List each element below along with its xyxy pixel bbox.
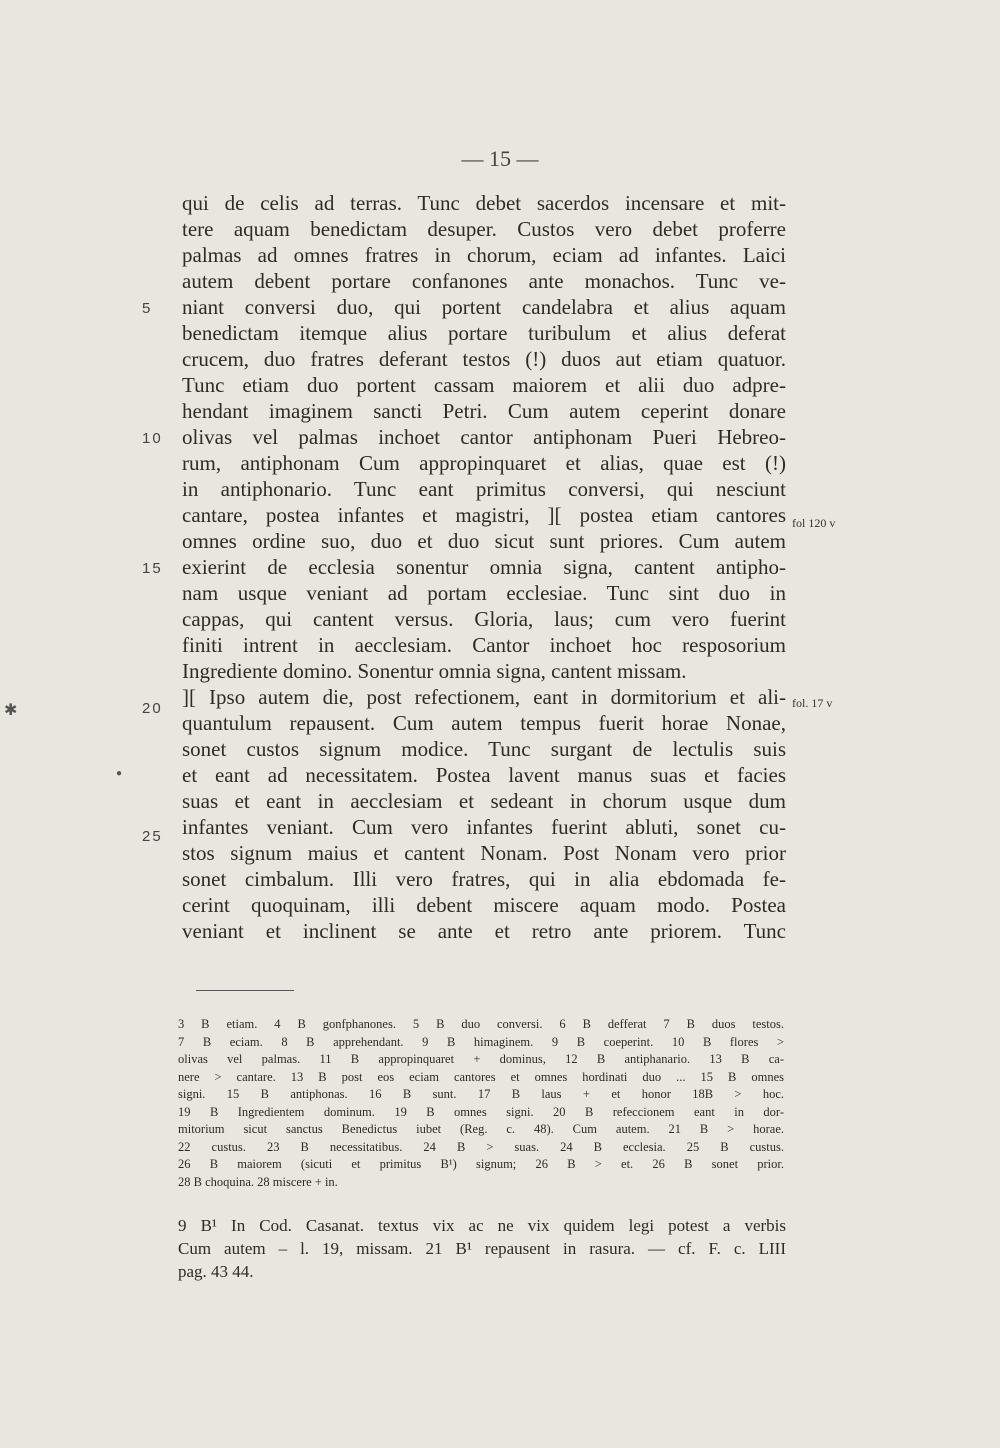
- note-line: Cum autem – l. 19, missam. 21 B¹ repausent in rasura. — cf. F. c. LIII: [178, 1239, 786, 1258]
- text-line: ][ Ipso autem die, post refectionem, eant in dormitorium et ali-: [182, 685, 786, 709]
- text-line: in antiphonario. Tunc eant primitus conversi, qui nesciunt: [182, 477, 786, 501]
- line-number: 5: [142, 300, 153, 317]
- text-line: autem debent portare confanones ante monachos. Tunc ve-: [182, 269, 786, 293]
- text-line: sonet custos signum modice. Tunc surgant de lectulis suis: [182, 737, 786, 761]
- text-line: cerint quoquinam, illi debent miscere aquam modo. Postea: [182, 893, 786, 917]
- text-line: stos signum maius et cantent Nonam. Post Nonam vero prior: [182, 841, 786, 865]
- text-line: veniant et inclinent se ante et retro ante priorem. Tunc: [182, 919, 786, 943]
- ink-speck: ●: [116, 768, 123, 779]
- main-text: [182, 190, 786, 944]
- text-line: olivas vel palmas inchoet cantor antiphonam Pueri Hebreo-: [182, 425, 786, 449]
- note-line: pag. 43 44.: [178, 1262, 254, 1281]
- text-line: benedictam itemque alius portare turibulum et alius deferat: [182, 321, 786, 345]
- line-number: 25: [142, 828, 163, 845]
- line-number: 15: [142, 560, 163, 577]
- variant-line: 22 custus. 23 B necessitatibus. 24 B > suas. 24 B ecclesia. 25 B custus.: [178, 1139, 784, 1154]
- variant-line: signi. 15 B antiphonas. 16 B sunt. 17 B laus + et honor 18B > hoc.: [178, 1087, 784, 1101]
- variant-line: 28 B choquina. 28 miscere + in.: [178, 1174, 338, 1189]
- page-number: — 15 —: [461, 146, 539, 171]
- text-line: et eant ad necessitatem. Postea lavent manus suas et facies: [182, 763, 786, 787]
- variant-line: mitorium sicut sanctus Benedictus iubet (Reg. c. 48). Cum autem. 21 B > horae.: [178, 1122, 784, 1136]
- text-line: palmas ad omnes fratres in chorum, eciam ad infantes. Laici: [182, 243, 786, 267]
- variant-line: olivas vel palmas. 11 B appropinquaret + dominus, 12 B antiphanario. 13 B ca-: [178, 1052, 784, 1066]
- line-number: 20: [142, 700, 163, 717]
- text-line: cappas, qui cantent versus. Gloria, laus; cum vero fuerint: [182, 607, 786, 631]
- text-line: infantes veniant. Cum vero infantes fuerint abluti, sonet cu-: [182, 815, 786, 839]
- text-line: Ingrediente domino. Sonentur omnia signa, cantent missam.: [182, 659, 687, 683]
- variant-line: 7 B eciam. 8 B apprehendant. 9 B himaginem. 9 B coeperint. 10 B flores >: [178, 1034, 784, 1049]
- text-line: quantulum repausent. Cum autem tempus fuerit horae Nonae,: [182, 711, 786, 735]
- text-line: hendant imaginem sancti Petri. Cum autem ceperint donare: [182, 399, 786, 423]
- note-line: 9 B¹ In Cod. Casanat. textus vix ac ne vix quidem legi potest a verbis: [178, 1216, 786, 1235]
- text-line: finiti intrent in aecclesiam. Cantor inchoet hoc resposorium: [182, 633, 786, 657]
- text-line: rum, antiphonam Cum appropinquaret et alias, quae est (!): [182, 451, 786, 475]
- variant-line: nere > cantare. 13 B post eos eciam cantores et omnes hordinati duo ... 15 B omnes: [178, 1069, 784, 1084]
- text-line: suas et eant in aecclesiam et sedeant in chorum usque dum: [182, 789, 786, 813]
- text-line: omnes ordine suo, duo et duo sicut sunt priores. Cum autem: [182, 529, 786, 553]
- line-number: 10: [142, 430, 163, 447]
- text-line: sonet cimbalum. Illi vero fratres, qui in alia ebdomada fe-: [182, 867, 786, 891]
- footnote-rule: [196, 990, 294, 991]
- text-line: qui de celis ad terras. Tunc debet sacerdos incensare et mit-: [182, 191, 786, 215]
- variant-line: 26 B maiorem (sicuti et primitus B¹) signum; 26 B > et. 26 B sonet prior.: [178, 1157, 784, 1171]
- text-line: Tunc etiam duo portent cassam maiorem et alii duo adpre-: [182, 373, 786, 397]
- text-line: cantare, postea infantes et magistri, ][ postea etiam cantores: [182, 503, 786, 527]
- margin-note-folio: fol. 17 v: [792, 696, 833, 710]
- variant-line: 19 B Ingredientem dominum. 19 B omnes signi. 20 B refeccionem eant in dor-: [178, 1104, 784, 1119]
- text-line: tere aquam benedictam desuper. Custos vero debet proferre: [182, 217, 786, 241]
- text-line: nam usque veniant ad portam ecclesiae. Tunc sint duo in: [182, 581, 786, 605]
- text-line: niant conversi duo, qui portent candelabra et alius aquam: [182, 295, 786, 319]
- variant-apparatus: [178, 1016, 784, 1191]
- margin-note-folio: fol 120 v: [792, 516, 836, 530]
- text-line: exierint de ecclesia sonentur omnia signa, cantent antipho-: [182, 555, 786, 579]
- text-line: crucem, duo fratres deferant testos (!) duos aut etiam quatuor.: [182, 347, 786, 371]
- variant-line: 3 B etiam. 4 B gonfphanones. 5 B duo conversi. 6 B defferat 7 B duos testos.: [178, 1017, 784, 1031]
- editorial-notes: [178, 1214, 786, 1283]
- ink-speck: ✱: [4, 702, 18, 719]
